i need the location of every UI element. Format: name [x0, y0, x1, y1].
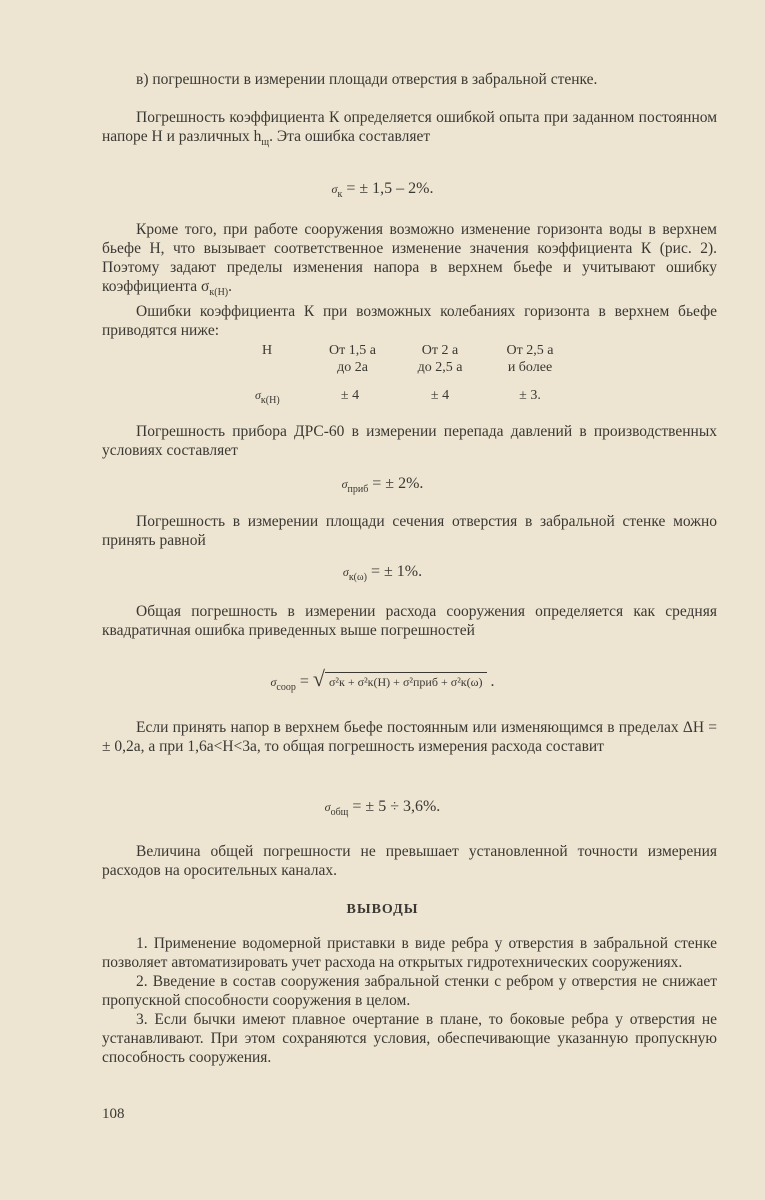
p1-text: Погрешность коэффициента К определяется ошибкой опыта при заданном постоянном напоре Н и различных h — [102, 109, 717, 145]
intro-item — [102, 70, 717, 89]
table-h-label: Н — [262, 343, 273, 358]
conclusion-2: 2. Введение в состав сооружения забральной стенки с ребром у отверстия не снижает пропускной способности сооружения в целом. — [102, 973, 717, 1009]
page-number: 108 — [102, 1106, 125, 1122]
intro-text: в) погрешности в измерении площади отверстия в забральной стенке. — [136, 71, 598, 88]
formula-sigma-omega: $\sigma_{к(\omega)}$ = ± 1%. — [342, 563, 423, 584]
conclusion-3: 3. Если бычки имеют плавное очертание в плане, то боковые ребра у отверстия не устанавливают. При этом сохраняются условия, обеспечивающие указанную пропускную способность сооружения. — [102, 1011, 717, 1066]
conclusion-1: 1. Применение водомерной приставки в виде ребра у отверстия в забральной стенке позволяет автоматизировать учет расхода на открытых гидротехнических сооружениях. — [102, 935, 717, 971]
paragraph-6: Общая погрешность в измерении расхода сооружения определяется как средняя квадратичная ошибка приведенных выше погрешностей — [102, 603, 717, 639]
paragraph-4: Погрешность прибора ДРС-60 в измерении перепада давлений в производственных условиях составляет — [102, 423, 717, 459]
conclusions — [102, 934, 717, 1067]
sqrt-radicand: σ²к + σ²к(Н) + σ²приб + σ²к(ω) — [325, 672, 487, 691]
sqrt-sign: √ — [312, 666, 325, 691]
table-value-1: ± 4 — [340, 388, 360, 403]
p3-text: Ошибки коэффициента К при возможных колебаниях горизонта в верхнем бьефе приводятся ниже: — [102, 303, 717, 340]
table-row-label: $\sigma_{к(Н)}$ — [255, 388, 280, 406]
p1-end: . Эта ошибка составляет — [269, 128, 431, 145]
formula-sigma-prib: $\sigma_{приб}$ = ± 2%. — [341, 475, 424, 496]
paragraph-7: Если принять напор в верхнем бьефе постоянным или изменяющимся в пределах ΔН = ± 0,2а, а при 1,6а<Н<3а, то общая погрешность измерения расхода составит — [102, 719, 717, 755]
table-col-1: От 1,5 а до 2а — [329, 343, 376, 375]
section-heading: ВЫВОДЫ — [346, 902, 419, 917]
p1-sub: щ — [261, 137, 270, 149]
formula-sigma-k: $\sigma_к$ = ± 1,5 – 2%. — [331, 180, 434, 201]
p2-text: Кроме того, при работе сооружения возможно изменение горизонта воды в верхнем бьефе Н, что вызывает соответственное изменение значения коэффициента К (рис. 2). Поэтому задают пределы изменения напора в верхнем бьефе и учитывают ошибку коэффициента σ — [102, 221, 717, 295]
table-value-3: ± 3. — [519, 388, 541, 403]
paragraph-2: Кроме того, при работе сооружения возможно изменение горизонта воды в верхнем бьефе Н, что вызывает соответственное изменение значения коэффициента К (рис. 2). Поэтому задают пределы изменения напора в верхнем бьефе и учитывают ошибку коэффициента $\sigma_{к(Н)}$. Ошибки коэффициента К при возможных колебаниях горизонта в верхнем бьефе приводятся ниже: — [102, 221, 717, 340]
table-col-2: От 2 а до 2,5 а — [417, 343, 463, 375]
paragraph-8: Величина общей погрешности не превышает установленной точности измерения расходов на оросительных каналах. — [102, 843, 717, 879]
paragraph-5: Погрешность в измерении площади сечения отверстия в забральной стенке можно принять равной — [102, 513, 717, 549]
paragraph-1 — [102, 108, 717, 152]
formula-sigma-total: $\sigma_{соор}$ = √ σ²к + σ²к(Н) + σ²приб + σ²к(ω) . — [270, 666, 495, 694]
table-col-3: От 2,5 а и более — [506, 343, 554, 375]
formula-sigma-obsh: $\sigma_{общ}$ = ± 5 ÷ 3,6%. — [324, 798, 441, 819]
table-value-2: ± 4 — [430, 388, 450, 403]
